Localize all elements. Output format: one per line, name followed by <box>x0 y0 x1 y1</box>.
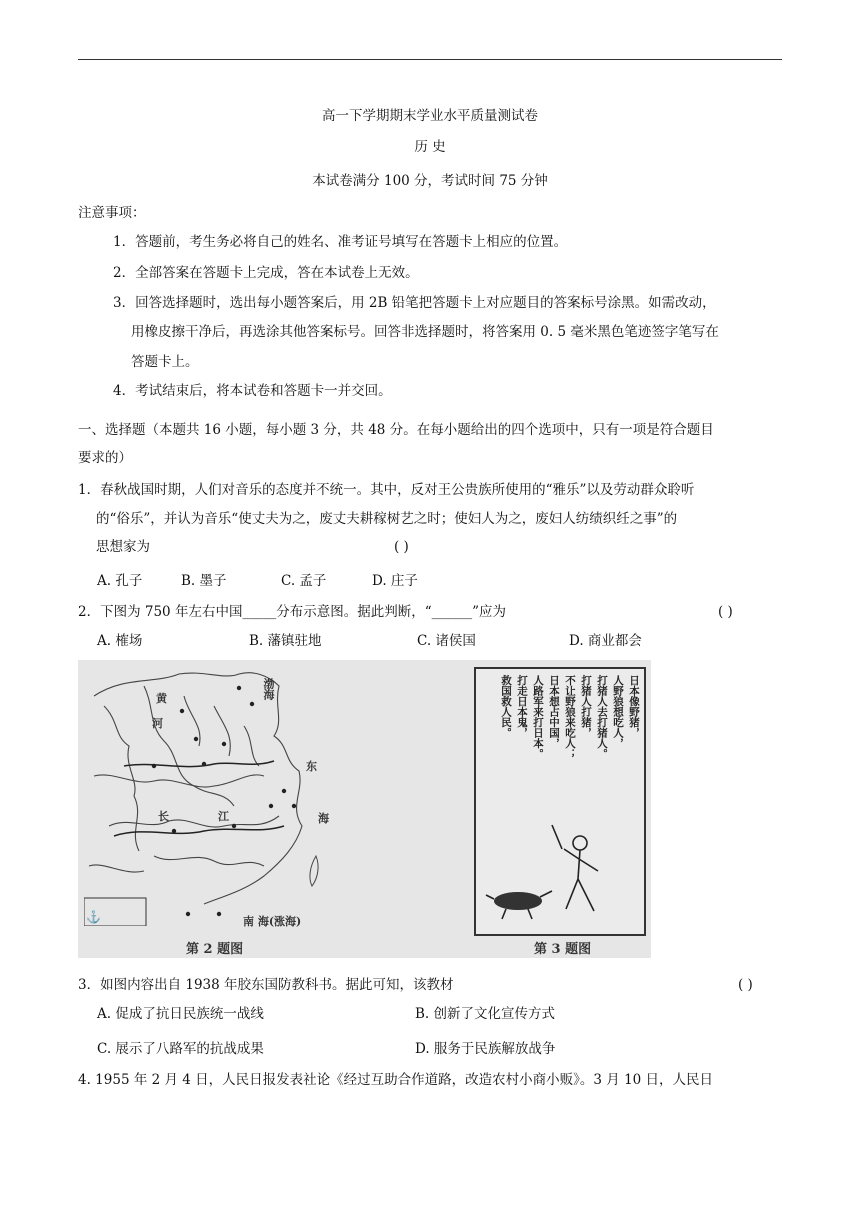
section-1-heading-line-1: 一、选择题（本题共 16 小题，每小题 3 分，共 48 分。在每小题给出的四个选项中，只有一项是符合题目 <box>78 422 714 438</box>
map-label-chang: 长 <box>158 810 169 823</box>
notice-item-1 <box>113 232 567 252</box>
q1-option-a: A. 孔子 <box>97 573 143 589</box>
notice-item-text: 回答选择题时，选出每小题答案后，用 2B 铅笔把答题卡上对应题目的答案标号涂黑。如需改动， <box>135 295 716 311</box>
notice-item-3 <box>113 293 716 313</box>
notice-item-number: 1． <box>113 234 136 250</box>
map-label-hai: 海 <box>318 812 329 825</box>
notice-item-text: 全部答案在答题卡上完成，答在本试卷上无效。 <box>135 265 419 281</box>
map-label-huang: 黄 <box>156 692 167 705</box>
q3-option-b: B. 创新了文化宣传方式 <box>415 1006 556 1022</box>
map-label-he: 河 <box>152 717 163 730</box>
notice-item-number: 4． <box>113 383 136 399</box>
poster-text-line: 救国救人民。 <box>500 675 512 738</box>
notice-item-number: 2． <box>113 265 136 281</box>
poster-text-line: 日本想占中国， <box>548 675 560 749</box>
exam-title: 高一下学期期末学业水平质量测试卷 <box>322 108 538 124</box>
map-label-jiang: 江 <box>218 810 229 823</box>
q2-option-d: D. 商业都会 <box>569 633 642 649</box>
notice-item-text: 考试结束后，将本试卷和答题卡一并交回。 <box>135 383 392 399</box>
poster-text-line: 打走日本鬼， <box>516 675 528 738</box>
q3-answer-paren: ( ) <box>738 977 753 993</box>
poster-text-line: 人路军来打日本。 <box>532 675 544 759</box>
header-rule <box>78 59 782 60</box>
poster-text-line: 人野狼想吃人， <box>612 675 624 749</box>
q3-option-a: A. 促成了抗日民族统一战线 <box>97 1006 264 1022</box>
q2-answer-paren: ( ) <box>718 604 733 620</box>
q1-answer-paren: ( ) <box>394 539 409 555</box>
q1-option-b: B. 墨子 <box>181 573 227 589</box>
figure-2-caption: 第 2 题图 <box>186 942 244 957</box>
exam-info: 本试卷满分 100 分，考试时间 75 分钟 <box>312 173 548 189</box>
q1-stem-line-1: 1．春秋战国时期，人们对音乐的态度并不统一。其中，反对王公贵族所使用的“雅乐”以及劳动群众聆听 <box>78 482 695 498</box>
map-label-dong: 东 <box>306 760 317 773</box>
q4-stem-line-1: 4. 1955 年 2 月 4 日，人民日报发表社论《经过互助合作道路，改造农村小商小贩》。3 月 10 日，人民日 <box>78 1072 714 1088</box>
poster-text-line: 打猪人去打猪人。 <box>596 675 608 759</box>
notice-item-number: 3． <box>113 295 136 311</box>
q2-stem: 2．下图为 750 年左右中国_____分布示意图。据此判断，“______”应为 <box>78 604 506 620</box>
q1-stem-line-2: 的“俗乐”，并认为音乐“使丈夫为之，废丈夫耕稼树艺之时；使妇人为之，废妇人纺绩织纴之事”的 <box>96 511 678 527</box>
soldier-and-boar-illustration <box>482 819 632 929</box>
q3-stem: 3．如图内容出自 1938 年胶东国防教科书。据此可知，该教材 <box>78 977 454 993</box>
q2-option-a: A. 榷场 <box>97 633 143 649</box>
notice-item-2 <box>113 263 419 283</box>
map-label-bohai: 渤海 <box>262 678 275 700</box>
q2-option-c: C. 诸侯国 <box>417 633 476 649</box>
china-map <box>84 666 374 926</box>
notice-heading: 注意事项： <box>78 205 146 221</box>
section-1-heading-line-2: 要求的） <box>78 450 132 466</box>
map-label-south-sea: 南 海(涨海) <box>243 915 302 928</box>
notice-item-4 <box>113 381 392 401</box>
poster-text-line: 日本像野猪， <box>628 675 640 738</box>
poster-text-line: 不让野狼来吃人； <box>564 675 576 759</box>
q1-stem-line-3: 思想家为 <box>96 539 150 555</box>
q2-option-b: B. 藩镇驻地 <box>249 633 322 649</box>
subject-title: 历 史 <box>414 139 446 155</box>
q3-option-d: D. 服务于民族解放战争 <box>415 1041 556 1057</box>
q1-option-c: C. 孟子 <box>281 573 327 589</box>
anchor-icon: ⚓ <box>86 910 101 924</box>
propaganda-poster <box>474 667 646 936</box>
q3-option-c: C. 展示了八路军的抗战成果 <box>97 1041 264 1057</box>
notice-item-text: 答题前，考生务必将自己的姓名、准考证号填写在答题卡上相应的位置。 <box>135 234 568 250</box>
notice-item-3-line-2: 用橡皮擦干净后，再选涂其他答案标号。回答非选择题时，将答案用 0. 5 毫米黑色笔迹签字笔写在 <box>131 324 719 340</box>
poster-text-line: 打猪人打猪， <box>580 675 592 738</box>
notice-item-3-line-3: 答题卡上。 <box>131 354 199 370</box>
q1-option-d: D. 庄子 <box>372 573 418 589</box>
figure-3-caption: 第 3 题图 <box>534 942 592 957</box>
